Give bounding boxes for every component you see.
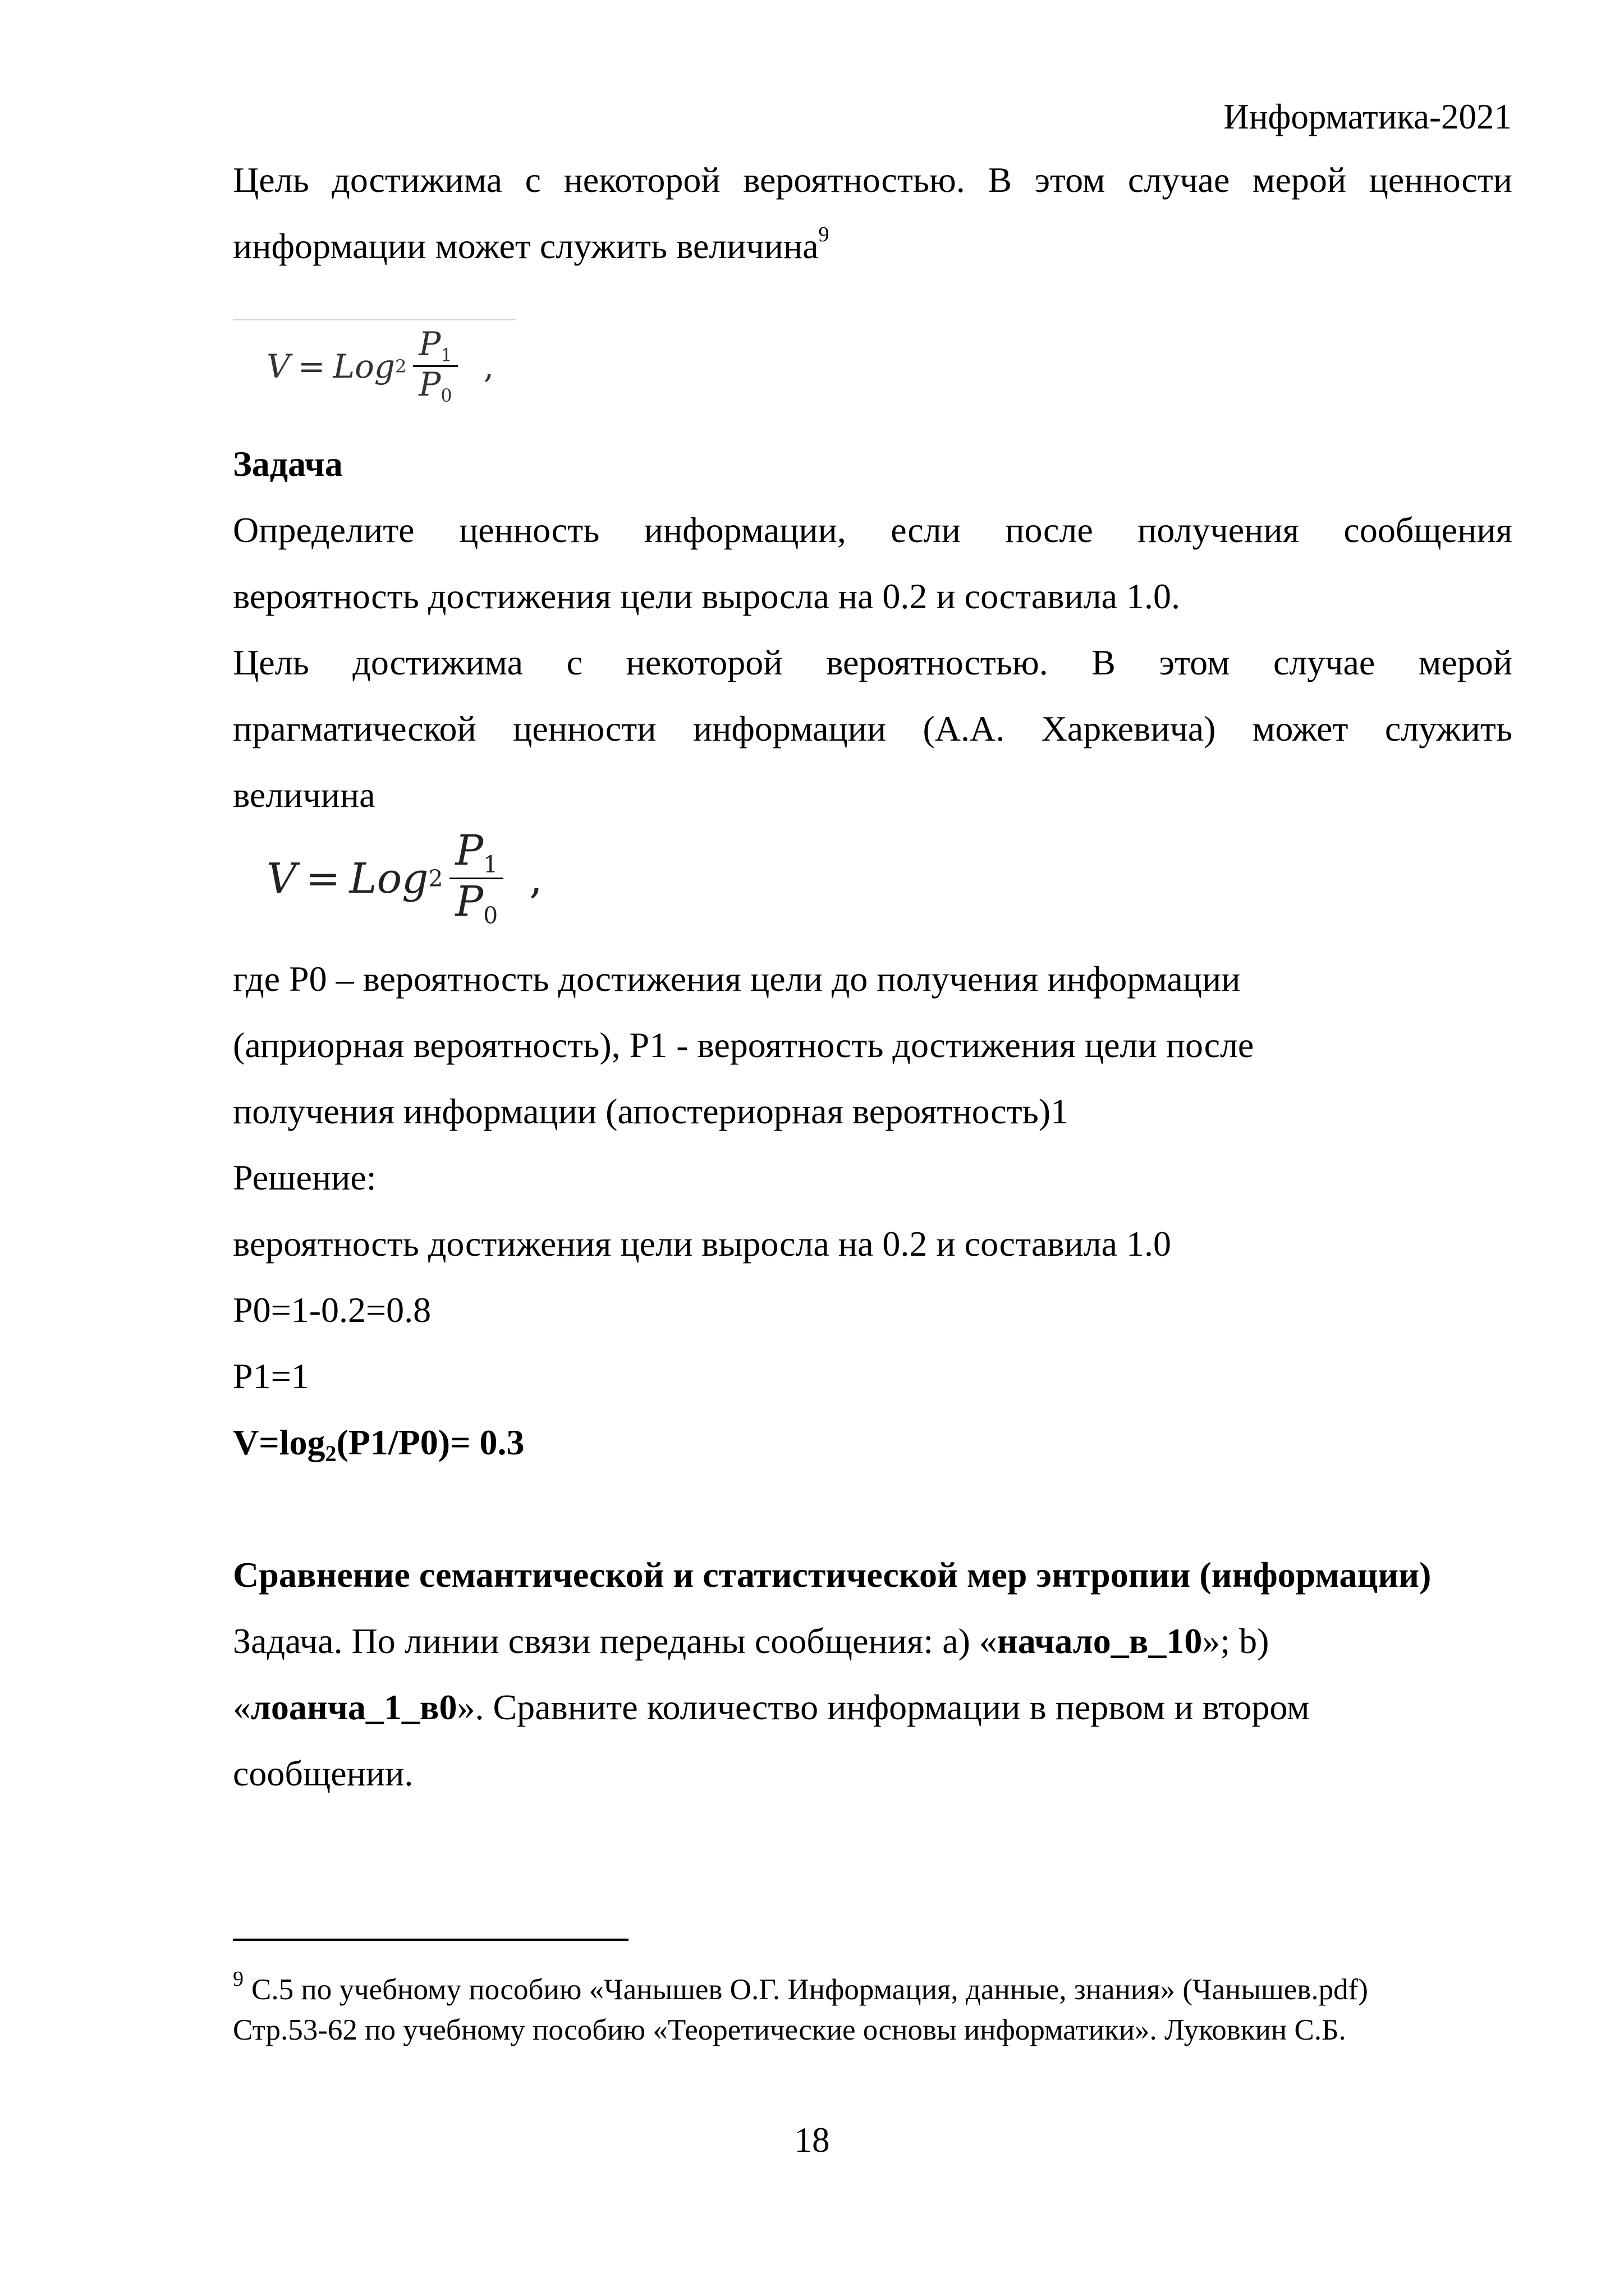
denominator-index: 0 bbox=[441, 385, 452, 407]
result-suffix: (P1/P0)= 0.3 bbox=[336, 1422, 525, 1462]
numerator-index: 1 bbox=[483, 851, 498, 879]
numerator-var: P bbox=[455, 826, 484, 875]
footnote-mark: 9 bbox=[233, 1967, 244, 1991]
value-formula-large bbox=[267, 828, 543, 929]
formula-log: Log bbox=[333, 347, 396, 385]
formula-denominator bbox=[413, 367, 457, 406]
message-a: начало_в_10 bbox=[997, 1621, 1203, 1661]
value-formula-small bbox=[267, 327, 494, 406]
denominator-var: P bbox=[419, 365, 441, 404]
intro-line-2-text: информации может служить величина bbox=[233, 226, 819, 266]
formula-numerator bbox=[413, 327, 457, 367]
section-heading: Сравнение семантической и статистической мер энтропии (информации) bbox=[233, 1555, 1432, 1595]
formula-image-1 bbox=[233, 319, 1512, 414]
formula-base: 2 bbox=[428, 865, 443, 892]
formula-fraction bbox=[449, 828, 503, 929]
section-task-text-1: Задача. По линии связи переданы сообщения: а) « bbox=[233, 1621, 997, 1661]
formula-comma: , bbox=[483, 347, 494, 385]
task-line-5: величина bbox=[233, 775, 375, 815]
formula-base: 2 bbox=[395, 355, 407, 377]
explanation-line-1: где Р0 – вероятность достижения цели до получения информации bbox=[233, 959, 1241, 999]
section-task-text-3: « bbox=[233, 1687, 251, 1727]
denominator-index: 0 bbox=[483, 902, 498, 930]
solution-result bbox=[233, 1409, 1512, 1476]
result-prefix: V=log bbox=[233, 1422, 325, 1462]
solution-label: Решение: bbox=[233, 1158, 377, 1197]
formula-lhs: V bbox=[267, 347, 290, 385]
task-line-3: Цель достижима с некоторой вероятностью. В этом случае мерой bbox=[233, 642, 1512, 682]
formula-log: Log bbox=[349, 854, 429, 903]
section-task-line-3: сообщении. bbox=[233, 1753, 414, 1793]
intro-line-2 bbox=[233, 213, 1512, 279]
numerator-index: 1 bbox=[441, 345, 452, 366]
task-line-4: прагматической ценности информации (А.А. Харкевича) может служить bbox=[233, 709, 1512, 749]
page-body bbox=[233, 147, 1512, 1807]
footnote-separator bbox=[233, 1939, 629, 1941]
formula-denominator bbox=[449, 879, 503, 929]
footnote-ref[interactable]: 9 bbox=[818, 223, 829, 246]
solution-line-3: P1=1 bbox=[233, 1356, 309, 1396]
formula-fraction bbox=[413, 327, 457, 406]
footnote-text-1: С.5 по учебному пособию «Чанышев О.Г. Информация, данные, знания» (Чанышев.pdf) bbox=[251, 1973, 1368, 2006]
formula-comma: , bbox=[529, 854, 543, 903]
intro-line-1: Цель достижима с некоторой вероятностью. В этом случае мерой ценности bbox=[233, 160, 1512, 200]
explanation-line-3: получения информации (апостериорная вероятность)1 bbox=[233, 1091, 1069, 1131]
formula-image-2 bbox=[267, 828, 1512, 946]
explanation-line-2: (априорная вероятность), Р1 - вероятность достижения цели после bbox=[233, 1025, 1254, 1065]
formula-numerator bbox=[449, 828, 503, 879]
formula-divider bbox=[233, 319, 516, 320]
page-number: 18 bbox=[794, 2120, 830, 2160]
formula-eq: = bbox=[305, 854, 341, 903]
result-log-base: 2 bbox=[325, 1441, 337, 1466]
section-task-text-4: ». Сравните количество информации в первом и втором bbox=[457, 1687, 1310, 1727]
running-header: Информатика-2021 bbox=[1223, 97, 1512, 136]
solution-line-1: вероятность достижения цели выросла на 0.2 и составила 1.0 bbox=[233, 1224, 1172, 1264]
footnote bbox=[233, 1969, 1524, 2050]
solution-line-2: P0=1-0.2=0.8 bbox=[233, 1290, 432, 1330]
message-b: лоанча_1_в0 bbox=[251, 1687, 457, 1727]
section-spacer bbox=[233, 1476, 1512, 1542]
footnote-line-1 bbox=[233, 1969, 1524, 2010]
task-line-1: Определите ценность информации, если после получения сообщения bbox=[233, 510, 1512, 550]
section-task-line-1 bbox=[233, 1608, 1512, 1674]
footnote-line-2: Стр.53-62 по учебному пособию «Теоретические основы информатики». Луковкин С.Б. bbox=[233, 2014, 1346, 2046]
denominator-var: P bbox=[455, 878, 484, 926]
numerator-var: P bbox=[419, 325, 441, 363]
formula-eq: = bbox=[297, 347, 325, 385]
section-task-line-2 bbox=[233, 1674, 1512, 1741]
task-line-2: вероятность достижения цели выросла на 0.2 и составила 1.0. bbox=[233, 576, 1181, 616]
task-heading: Задача bbox=[233, 444, 343, 484]
formula-lhs: V bbox=[267, 854, 297, 903]
section-task-text-2: »; b) bbox=[1202, 1621, 1269, 1661]
